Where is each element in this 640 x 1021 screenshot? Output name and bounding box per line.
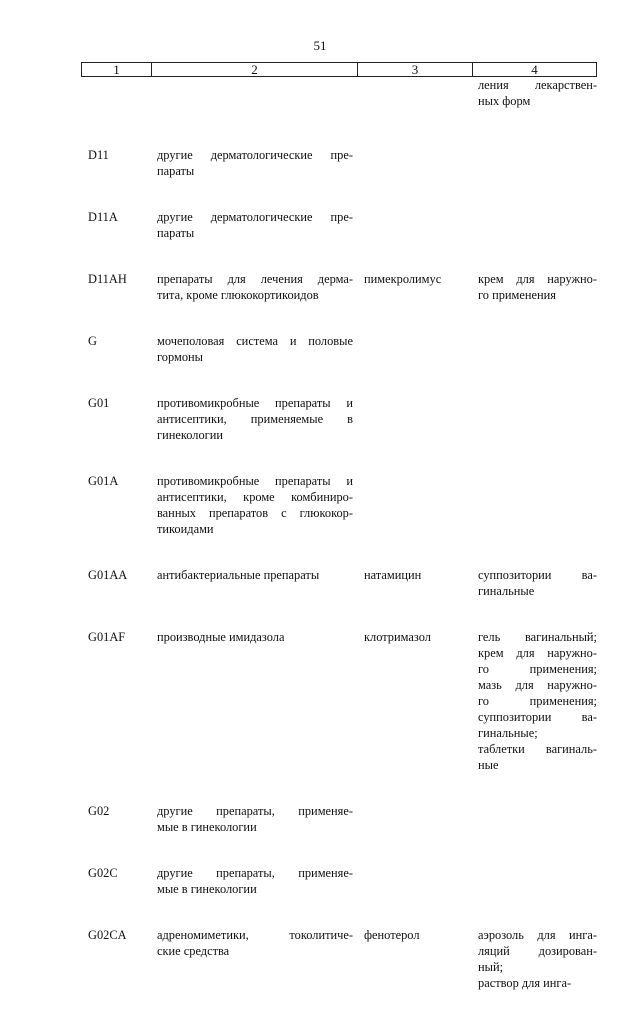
table-row bbox=[0, 473, 640, 567]
anatomical-group-cell bbox=[157, 927, 353, 959]
dosage-form-cell bbox=[478, 629, 597, 773]
group-name-line: тикоидами bbox=[157, 522, 214, 536]
group-name-line: противомикробные препараты и bbox=[157, 474, 353, 488]
dosage-form-line: суппозитории ва- bbox=[478, 568, 597, 582]
atc-code: G01 bbox=[88, 396, 110, 410]
atc-code: G02 bbox=[88, 804, 110, 818]
atc-code-cell bbox=[88, 567, 148, 583]
group-name-line: другие дерматологические пре- bbox=[157, 210, 353, 224]
dosage-form-line: гинальные; bbox=[478, 726, 538, 740]
atc-code-cell bbox=[88, 927, 148, 943]
group-name-line: антисептики, кроме комбиниро- bbox=[157, 490, 353, 504]
drug-classification-table bbox=[0, 77, 640, 1021]
group-name-line: другие препараты, применяе- bbox=[157, 804, 353, 818]
anatomical-group-cell bbox=[157, 803, 353, 835]
anatomical-group-cell bbox=[157, 209, 353, 241]
dosage-form-line: го применения; bbox=[478, 662, 597, 676]
group-name-line: антисептики, применяемые в bbox=[157, 412, 353, 426]
dosage-form-line: мазь для наружно- bbox=[478, 678, 597, 692]
substance-line: натамицин bbox=[364, 568, 422, 582]
substance-line: фенотерол bbox=[364, 928, 420, 942]
dosage-form-line: гель вагинальный; bbox=[478, 630, 597, 644]
anatomical-group-cell bbox=[157, 395, 353, 443]
dosage-form-line: гинальные bbox=[478, 584, 535, 598]
dosage-form-line: ный; bbox=[478, 960, 504, 974]
column-2-number: 2 bbox=[152, 63, 358, 77]
atc-code: G02C bbox=[88, 866, 118, 880]
atc-code-cell bbox=[88, 395, 148, 411]
anatomical-group-cell bbox=[157, 333, 353, 365]
group-name-line: другие препараты, применяе- bbox=[157, 866, 353, 880]
group-name-line: ванных препаратов с глюкокор- bbox=[157, 506, 353, 520]
anatomical-group-cell bbox=[157, 271, 353, 303]
anatomical-group-cell bbox=[157, 629, 353, 645]
dosage-form-line: крем для наружно- bbox=[478, 646, 597, 660]
dosage-form-cell bbox=[478, 927, 597, 991]
anatomical-group-cell bbox=[157, 147, 353, 179]
table-row bbox=[0, 333, 640, 395]
column-number-header bbox=[81, 62, 597, 77]
group-name-line: мые в гинекологии bbox=[157, 882, 257, 896]
column-4-number: 4 bbox=[473, 63, 597, 77]
atc-code: G01AA bbox=[88, 568, 128, 582]
atc-code-cell bbox=[88, 629, 148, 645]
group-name-line: ские средства bbox=[157, 944, 230, 958]
group-name-line: адреномиметики, токолитиче- bbox=[157, 928, 353, 942]
group-name-line: параты bbox=[157, 226, 195, 240]
atc-code-cell bbox=[88, 209, 148, 225]
group-name-line: параты bbox=[157, 164, 195, 178]
dosage-form-cell bbox=[478, 77, 597, 109]
table-row bbox=[0, 629, 640, 803]
dosage-form-line: го применения bbox=[478, 288, 556, 302]
dosage-form-line: таблетки вагиналь- bbox=[478, 742, 597, 756]
dosage-form-line: ных форм bbox=[478, 94, 531, 108]
atc-code: D11A bbox=[88, 210, 118, 224]
anatomical-group-cell bbox=[157, 567, 353, 583]
group-name-line: препараты для лечения дерма- bbox=[157, 272, 353, 286]
table-row bbox=[0, 865, 640, 927]
table-row bbox=[0, 147, 640, 209]
atc-code: D11AH bbox=[88, 272, 127, 286]
group-name-line: другие дерматологические пре- bbox=[157, 148, 353, 162]
dosage-form-line: крем для наружно- bbox=[478, 272, 597, 286]
active-substance-cell bbox=[364, 927, 474, 943]
atc-code-cell bbox=[88, 803, 148, 819]
active-substance-cell bbox=[364, 271, 474, 287]
atc-code: G bbox=[88, 334, 97, 348]
active-substance-cell bbox=[364, 567, 474, 583]
substance-line: клотримазол bbox=[364, 630, 431, 644]
group-name-line: антибактериальные препараты bbox=[157, 568, 320, 582]
atc-code-cell bbox=[88, 865, 148, 881]
anatomical-group-cell bbox=[157, 865, 353, 897]
group-name-line: мочеполовая система и половые bbox=[157, 334, 353, 348]
substance-line: пимекролимус bbox=[364, 272, 442, 286]
atc-code-cell bbox=[88, 147, 148, 163]
table-row bbox=[0, 927, 640, 1021]
table-row bbox=[0, 567, 640, 629]
page-number: 51 bbox=[313, 38, 327, 53]
dosage-form-line: аэрозоль для инга- bbox=[478, 928, 597, 942]
column-1-number: 1 bbox=[82, 63, 152, 77]
anatomical-group-cell bbox=[157, 473, 353, 537]
dosage-form-line: ные bbox=[478, 758, 499, 772]
dosage-form-line: суппозитории ва- bbox=[478, 710, 597, 724]
active-substance-cell bbox=[364, 629, 474, 645]
atc-code: G02CA bbox=[88, 928, 127, 942]
atc-code-cell bbox=[88, 271, 148, 287]
dosage-form-line: ляций дозирован- bbox=[478, 944, 597, 958]
column-3-number: 3 bbox=[358, 63, 473, 77]
table-row bbox=[0, 803, 640, 865]
continuation-row bbox=[0, 77, 640, 147]
group-name-line: гинекологии bbox=[157, 428, 223, 442]
dosage-form-line: раствор для инга- bbox=[478, 976, 572, 990]
dosage-form-line: го применения; bbox=[478, 694, 597, 708]
atc-code: G01AF bbox=[88, 630, 126, 644]
atc-code: G01A bbox=[88, 474, 119, 488]
group-name-line: тита, кроме глюкокортикоидов bbox=[157, 288, 319, 302]
group-name-line: гормоны bbox=[157, 350, 203, 364]
dosage-form-cell bbox=[478, 271, 597, 303]
dosage-form-cell bbox=[478, 567, 597, 599]
table-row bbox=[0, 209, 640, 271]
table-row bbox=[0, 395, 640, 473]
group-name-line: мые в гинекологии bbox=[157, 820, 257, 834]
dosage-form-line: ления лекарствен- bbox=[478, 78, 597, 92]
atc-code: D11 bbox=[88, 148, 109, 162]
group-name-line: производные имидазола bbox=[157, 630, 285, 644]
atc-code-cell bbox=[88, 333, 148, 349]
group-name-line: противомикробные препараты и bbox=[157, 396, 353, 410]
atc-code-cell bbox=[88, 473, 148, 489]
table-row bbox=[0, 271, 640, 333]
